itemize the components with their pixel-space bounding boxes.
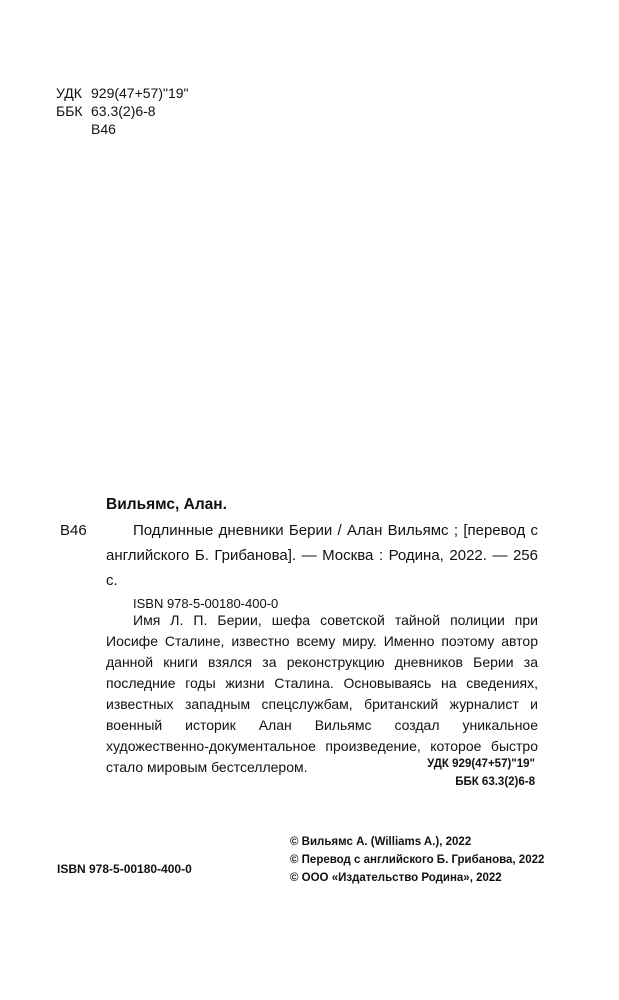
udk-label: УДК	[56, 85, 82, 101]
record-udk: УДК 929(47+57)"19"	[427, 758, 535, 770]
footer-isbn: ISBN 978-5-00180-400-0	[57, 862, 192, 876]
copyright-translation: © Перевод с английского Б. Грибанова, 2022	[290, 854, 545, 866]
record-abstract: Имя Л. П. Берии, шефа советской тайной полиции при Иосифе Сталине, известно всему миру. Именно поэтому автор данной книги взялся за реконструкцию дневников Берии за последние годы жизни Сталина. Основываясь на сведениях, известных западным спецслужбам, британский журналист и военный историк Алан Вильямс создал уникальное художественно-документальное произведение, которое быстро стало мировым бестселлером.	[106, 612, 538, 775]
record-bbk: ББК 63.3(2)6-8	[455, 776, 535, 788]
bbk-value: 63.3(2)6-8	[91, 103, 156, 119]
bbk-label: ББК	[56, 103, 83, 119]
record-cutter: В46	[60, 522, 87, 539]
cutter-code-top: В46	[91, 121, 116, 137]
copyright-publisher: © ООО «Издательство Родина», 2022	[290, 872, 502, 884]
record-isbn: ISBN 978-5-00180-400-0	[133, 596, 279, 611]
udk-value: 929(47+57)"19"	[91, 85, 189, 101]
copyright-author: © Вильямс А. (Williams A.), 2022	[290, 836, 472, 848]
record-description: Подлинные дневники Берии / Алан Вильямс ; [перевод с английского Б. Грибанова]. — Москва : Родина, 2022. — 256 с.	[106, 522, 538, 589]
record-author: Вильямс, Алан.	[106, 496, 227, 513]
